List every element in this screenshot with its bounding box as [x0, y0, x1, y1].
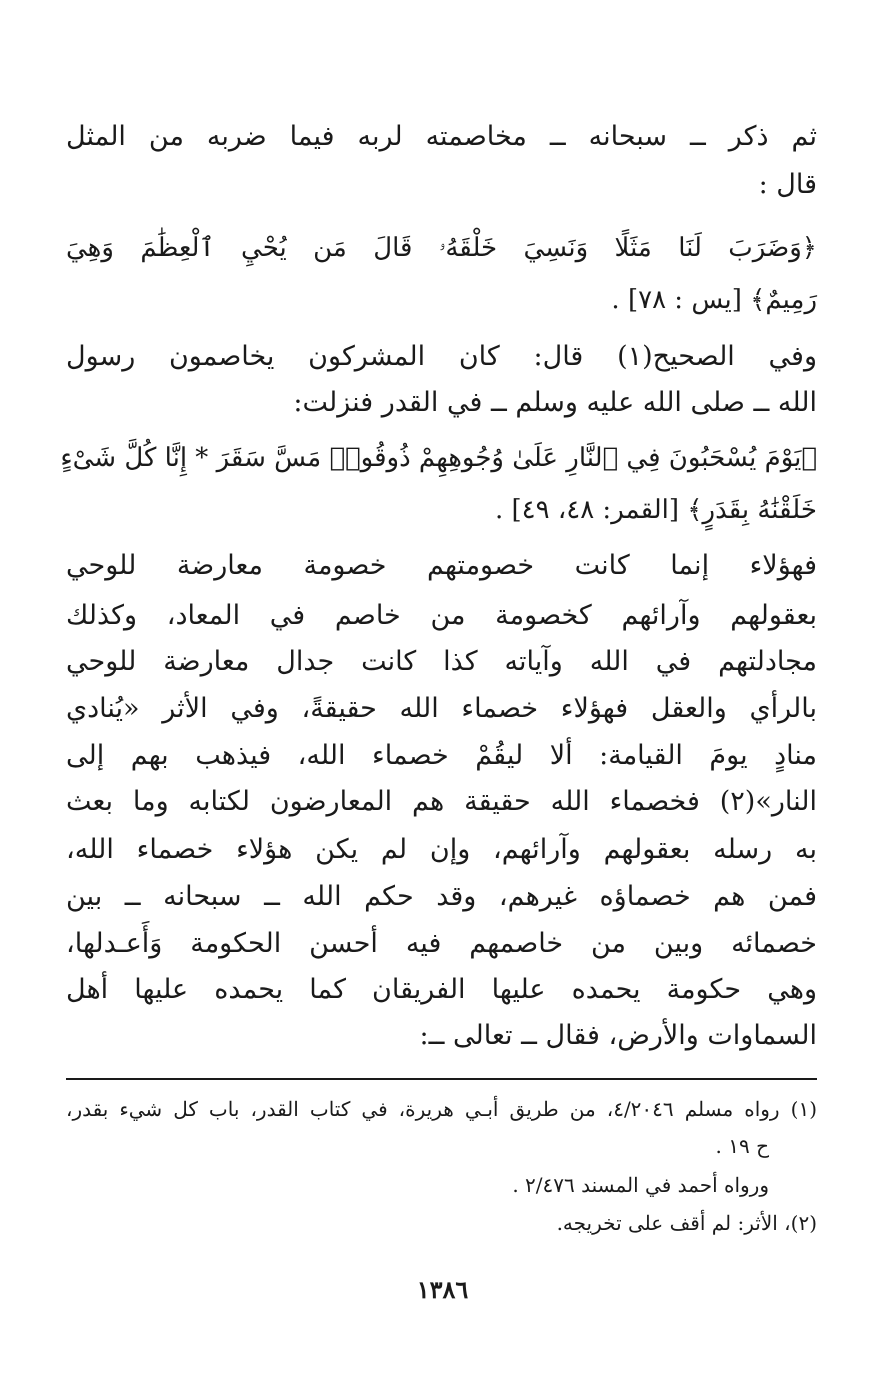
text-line: منادٍ يومَ القيامة: ألا ليقُمْ خصماء الله، فيذهب بهم إلى — [66, 740, 817, 771]
quran-verse-line: ﴿يَوْمَ يُسْحَبُونَ فِي ٱلنَّارِ عَلَىٰ وُجُوهِهِمْ ذُوقُوا۟ مَسَّ سَقَرَ * إِنَّا كُلَّ شَىْءٍ — [60, 443, 817, 473]
text-line: وفي الصحيح(١) قال: كان المشركون يخاصمون رسول — [66, 341, 817, 372]
footnote-line: (٢)، الأثر: لم أقف على تخريجه. — [556, 1211, 817, 1235]
text-line: به رسله بعقولهم وآرائهم، وإن لم يكن هؤلاء خصماء الله، — [66, 834, 817, 865]
quran-verse-line: خَلَقْنَٰهُ بِقَدَرٍ﴾ [القمر: ٤٨، ٤٩] . — [494, 495, 817, 525]
text-line: خصمائه وبين من خاصمهم فيه أحسن الحكومة وَأَعـدلها، — [66, 928, 817, 959]
text-line: الله ــ صلى الله عليه وسلم ــ في القدر فنزلت: — [293, 387, 817, 418]
text-line: السماوات والأرض، فقال ــ تعالى ــ: — [419, 1020, 817, 1051]
footnote-line: (١) رواه مسلم ٤/٢٠٤٦، من طريق أبـي هريرة، في كتاب القدر، باب كل شيء بقدر، — [66, 1097, 817, 1121]
quran-verse-line: ﴿وَضَرَبَ لَنَا مَثَلًا وَنَسِيَ خَلْقَهُۥ قَالَ مَن يُحْيِ ٱلْعِظَٰمَ وَهِيَ — [66, 233, 817, 263]
footnote-line: ح ١٩ . — [715, 1134, 769, 1158]
footnote-line: ورواه أحمد في المسند ٢/٤٧٦ . — [512, 1173, 769, 1197]
quran-verse-line: رَمِيمٌ﴾ [يس : ٧٨] . — [611, 285, 817, 315]
text-line: وهي حكومة يحمده عليها الفريقان كما يحمده عليها أهل — [66, 974, 817, 1005]
text-line: بالرأي والعقل فهؤلاء خصماء الله حقيقةً، وفي الأثر «يُنادي — [66, 693, 817, 724]
page-number: ١٣٨٦ — [416, 1275, 469, 1304]
text-line: النار»(٢) فخصماء الله حقيقة هم المعارضون لكتابه وما بعث — [66, 786, 817, 817]
footnote-separator — [66, 1078, 817, 1080]
text-line: ثم ذكر ــ سبحانه ــ مخاصمته لربه فيما ضربه من المثل — [66, 121, 817, 152]
text-line: فهؤلاء إنما كانت خصومتهم خصومة معارضة للوحي — [66, 550, 817, 581]
text-line: مجادلتهم في الله وآياته كذا كانت جدال معارضة للوحي — [66, 646, 817, 677]
text-line: قال : — [758, 169, 817, 200]
text-line: فمن هم خصماؤه غيرهم، وقد حكم الله ــ سبحانه ــ بين — [66, 881, 817, 912]
text-line: بعقولهم وآرائهم كخصومة من خاصم في المعاد، وكذلك — [66, 600, 817, 631]
